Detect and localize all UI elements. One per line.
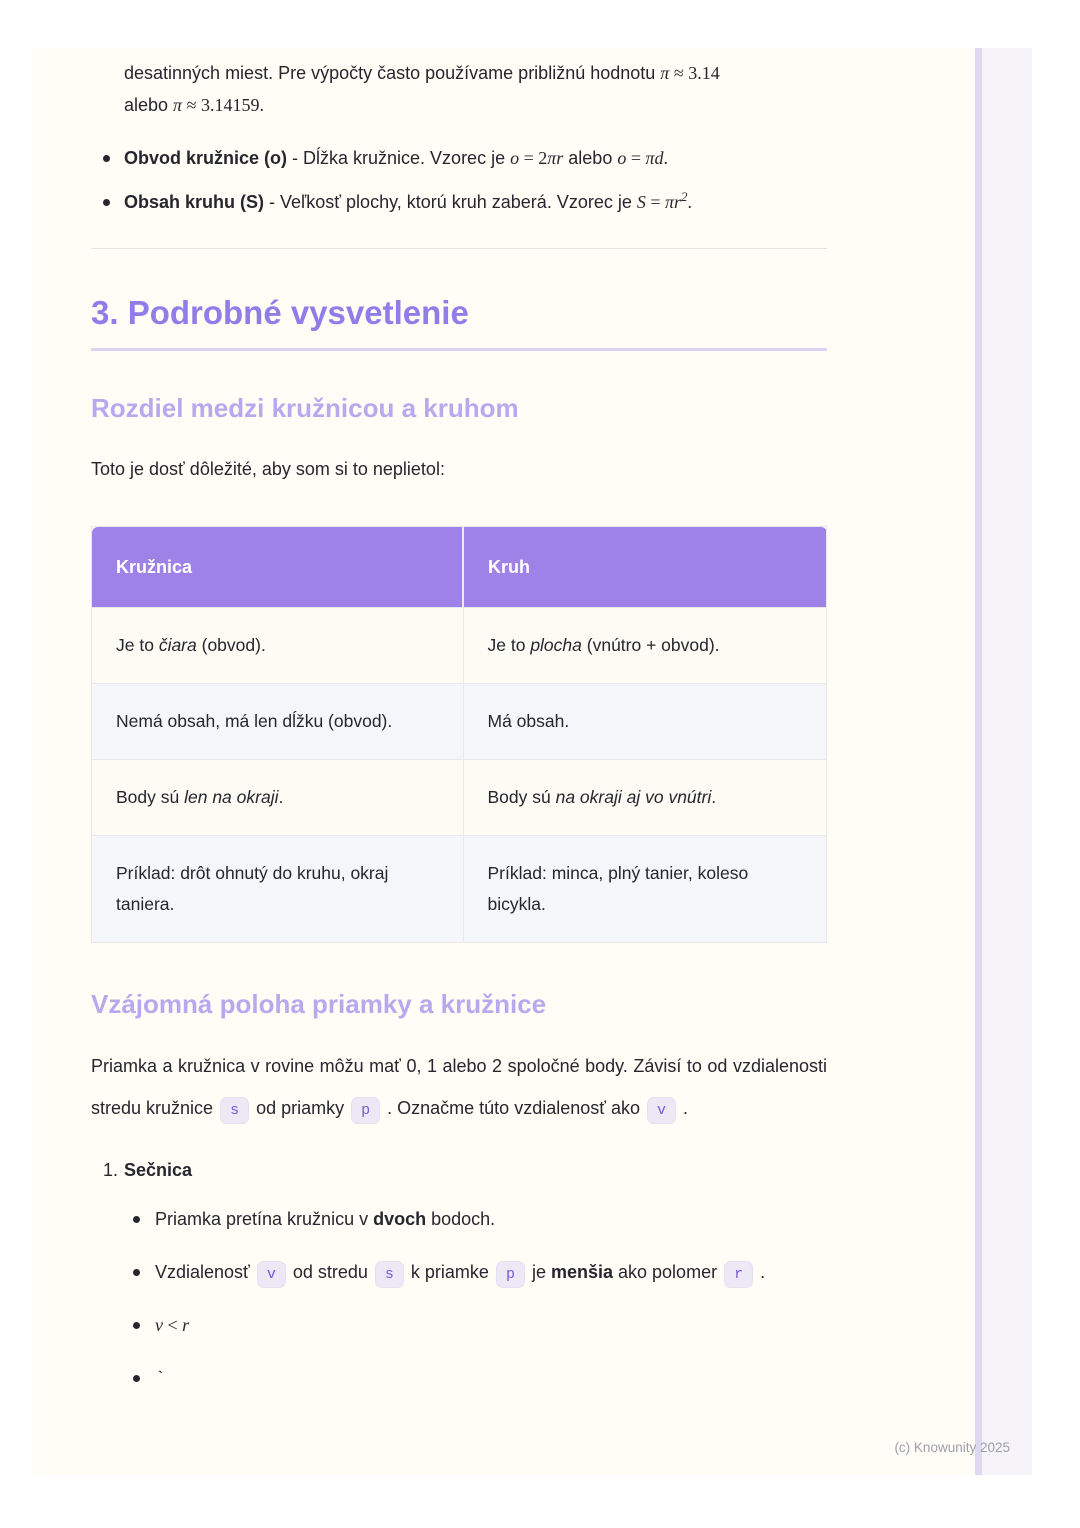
document-page: [33, 48, 975, 1475]
list-item: [103, 1252, 827, 1292]
table-cell: Príklad: drôt ohnutý do kruhu, okraj taniera.: [92, 836, 464, 943]
comparison-table: [91, 526, 827, 943]
list-item: [103, 1305, 827, 1345]
table-cell: Nemá obsah, má len dĺžku (obvod).: [92, 684, 464, 760]
list-item-label: Sečnica: [124, 1160, 193, 1180]
table-cell: Je to čiara (obvod).: [92, 608, 464, 684]
list-item-text: Obvod kružnice (o) - Dĺžka kružnice. Vzorec je o = 2πr alebo o = πd.: [124, 148, 669, 168]
bullet-icon: [133, 1216, 140, 1223]
bullet-icon: [133, 1322, 140, 1329]
list-item: [91, 186, 827, 218]
subsection-title-position: Vzájomná poloha priamky a kružnice: [91, 989, 547, 1019]
document-content: [91, 48, 827, 1400]
intro-continuation-paragraph: desatinných miest. Pre výpočty často používame približnú hodnotu π ≈ 3.14 alebo π ≈ 3.14159.: [124, 63, 720, 115]
table-cell: Body sú na okraji aj vo vnútri.: [463, 760, 827, 836]
paragraph-position: Priamka a kružnica v rovine môžu mať 0, 1 alebo 2 spoločné body. Závisí to od vzdialenosti stredu kružnice s od priamky p . Označme túto vzdialenosť ako v .: [91, 1045, 827, 1129]
numbered-item-secnica: [103, 1155, 827, 1185]
table-row: [92, 836, 827, 943]
list-item-text: Vzdialenosť v od stredu s k priamke p je menšia ako polomer r .: [155, 1252, 765, 1292]
table-cell: Príklad: minca, plný tanier, koleso bicykla.: [463, 836, 827, 943]
table-row: [92, 684, 827, 760]
list-item: [103, 1199, 827, 1239]
table-header-row: [92, 527, 827, 608]
table-header-kruh: Kruh: [463, 527, 827, 608]
table-row: [92, 608, 827, 684]
subsection-title-difference: Rozdiel medzi kružnicou a kruhom: [91, 393, 519, 423]
definition-list: [91, 142, 827, 218]
list-item-text: Priamka pretína kružnicu v dvoch bodoch.: [155, 1209, 496, 1229]
section-divider: [91, 248, 827, 249]
bullet-icon: [103, 155, 110, 162]
table-cell: Body sú len na okraji.: [92, 760, 464, 836]
list-item: [91, 142, 827, 174]
paragraph-toto: Toto je dosť dôležité, aby som si to neplietol:: [91, 459, 445, 479]
table-header-kruznica: Kružnica: [92, 527, 464, 608]
footer-copyright: (c) Knowunity 2025: [894, 1440, 1010, 1455]
list-item: [103, 1358, 827, 1400]
table-cell: Je to plocha (vnútro + obvod).: [463, 608, 827, 684]
list-item-text: Obsah kruhu (S) - Veľkosť plochy, ktorú kruh zaberá. Vzorec je $S = \pi r^2$.: [124, 189, 693, 212]
section-title: 3. Podrobné vysvetlenie: [91, 295, 827, 351]
scrollbar-track[interactable]: [975, 48, 1032, 1475]
list-item-text: `: [155, 1370, 166, 1390]
secnica-sublist: [103, 1199, 827, 1400]
numbered-list: [103, 1155, 827, 1400]
list-item-text: v < r: [155, 1315, 190, 1335]
table-row: [92, 760, 827, 836]
bullet-icon: [133, 1375, 140, 1382]
bullet-icon: [133, 1269, 140, 1276]
bullet-icon: [103, 199, 110, 206]
list-number: 1.: [103, 1160, 119, 1180]
table-cell: Má obsah.: [463, 684, 827, 760]
